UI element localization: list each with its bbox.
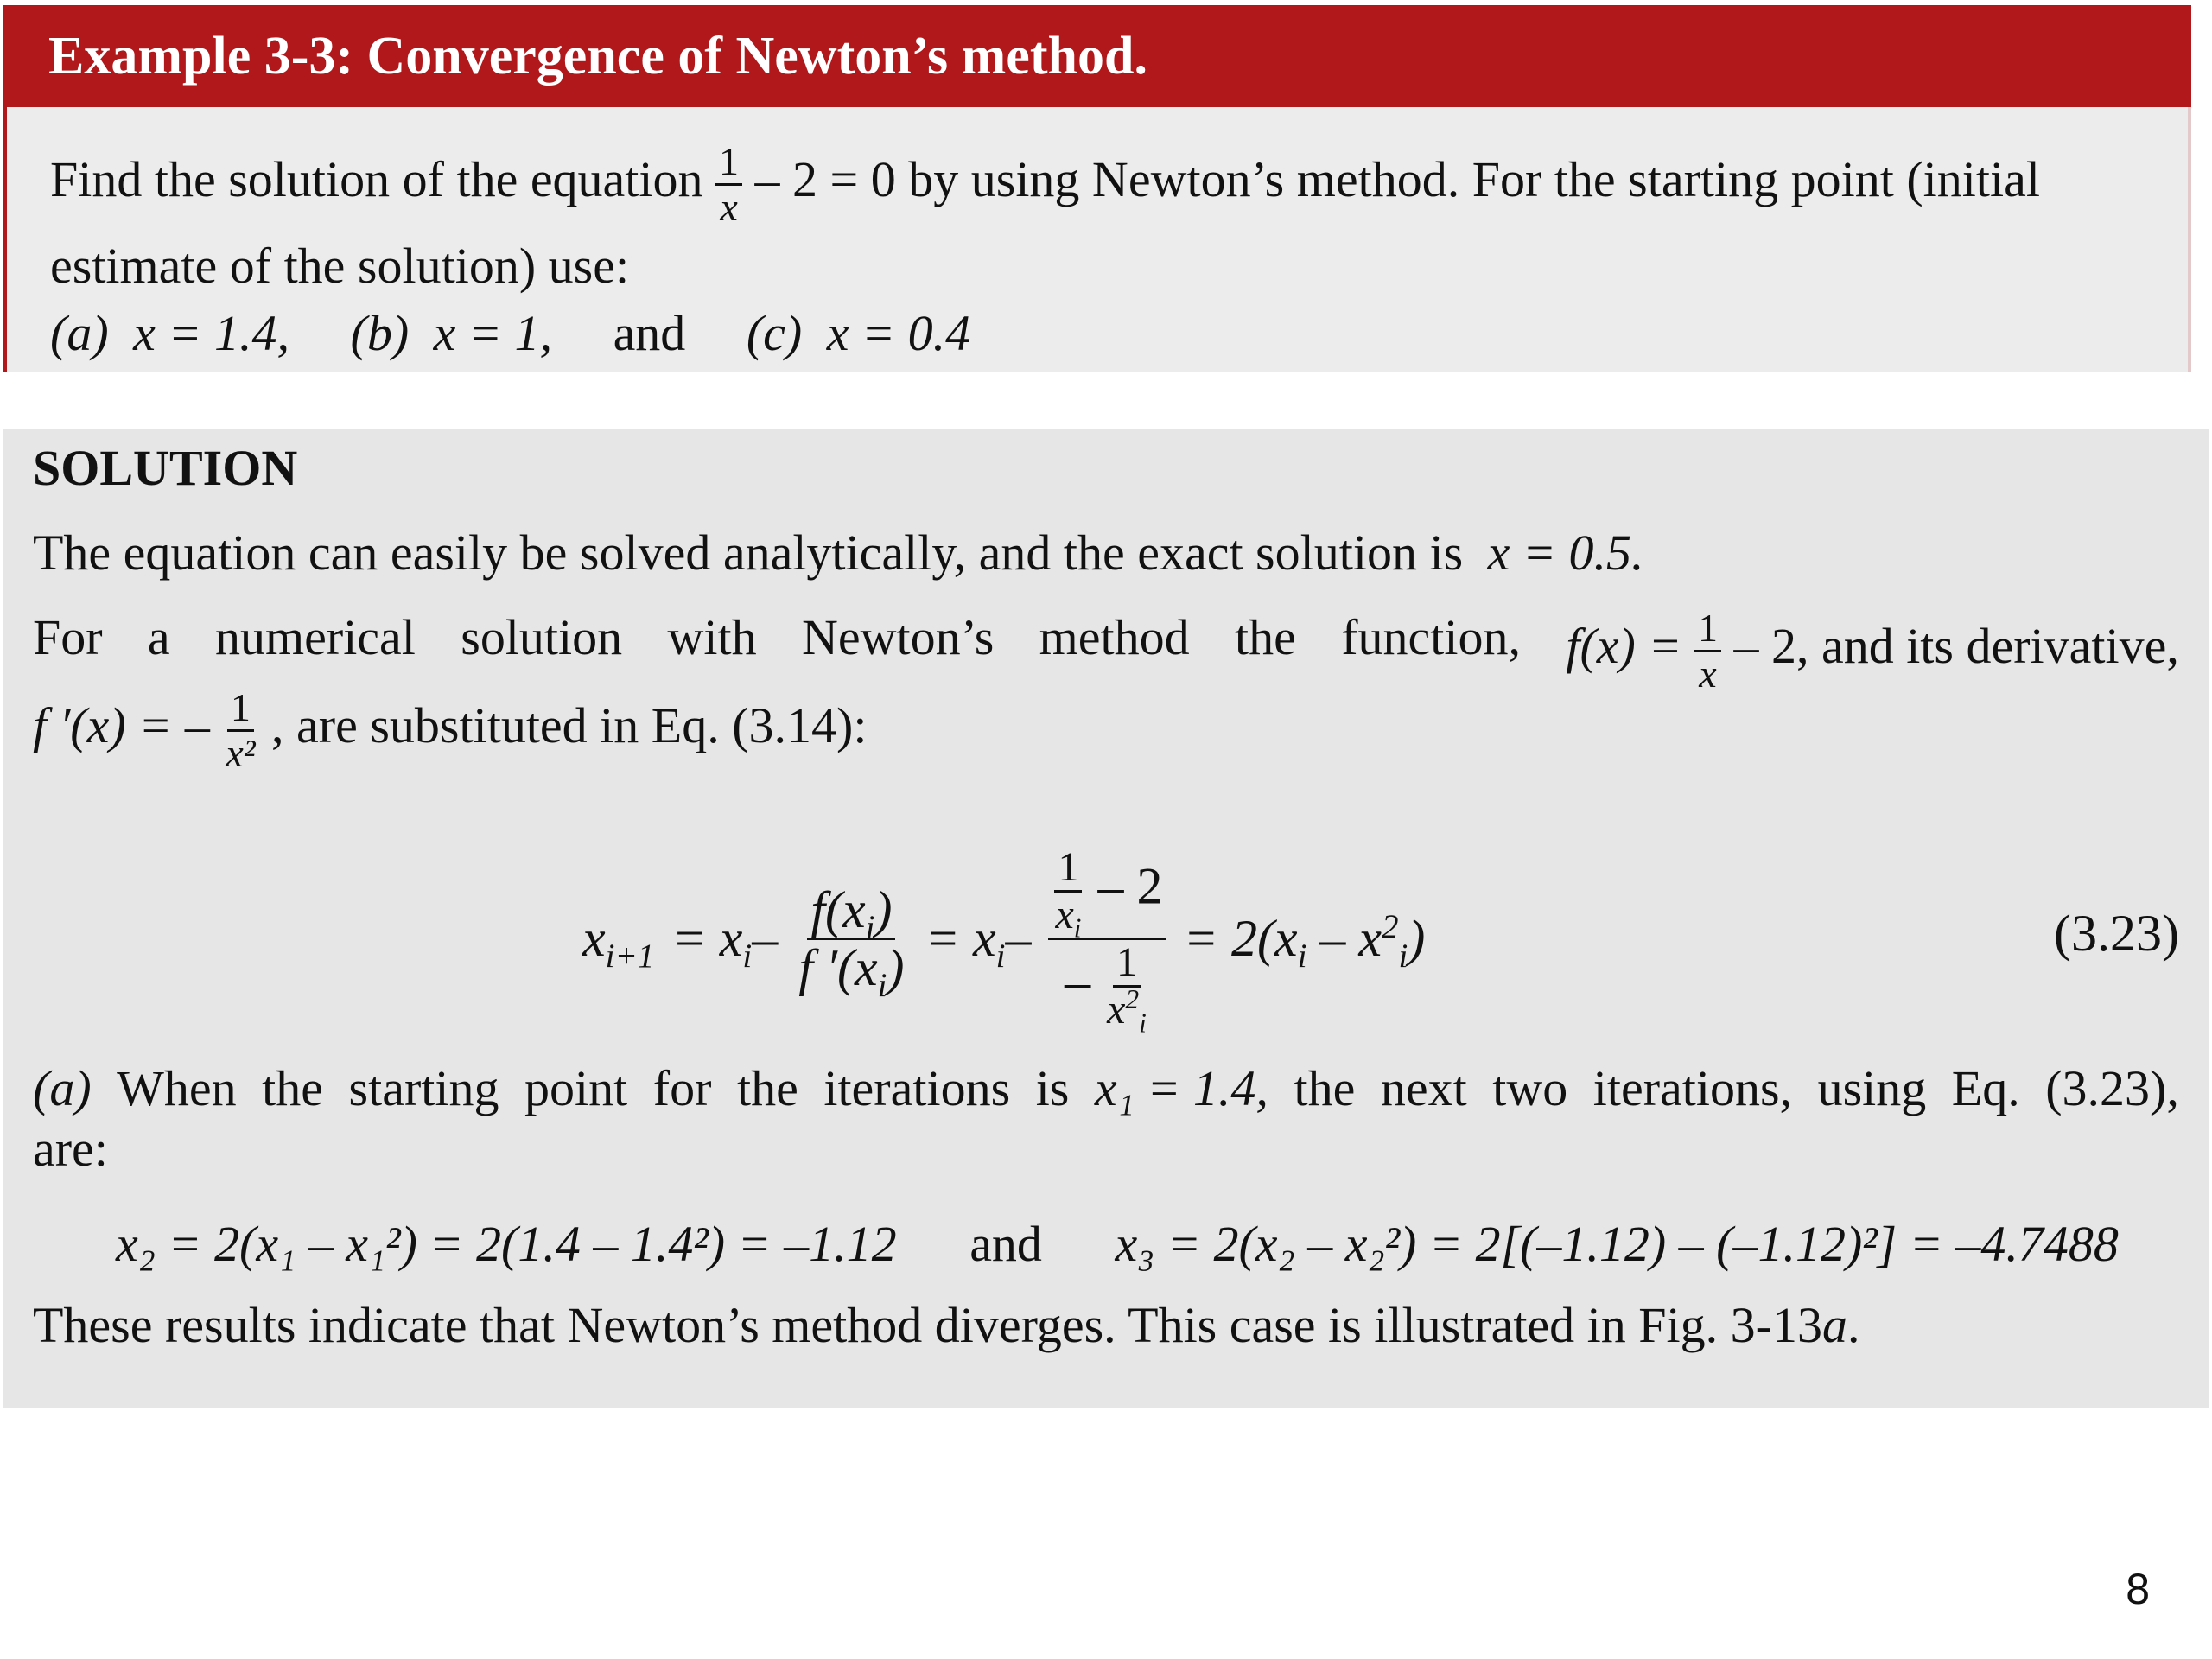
eq-den-num: 1 [1113, 942, 1141, 988]
fraction-denominator: x [720, 185, 738, 229]
iteration-calculations [116, 1215, 2119, 1273]
word: function, [1341, 609, 1521, 665]
eq-part: x [1107, 986, 1126, 1033]
option-and: and [613, 305, 686, 361]
option-a-value: x = 1.4, [133, 305, 290, 361]
word: (3.23), [2045, 1060, 2179, 1116]
equation-body [574, 826, 1433, 1051]
example-options [50, 304, 970, 362]
example-body [3, 107, 2191, 372]
eq-part: – x [1306, 909, 1382, 967]
eq-compound-num [1048, 843, 1166, 944]
fraction-numerator: 1 [227, 688, 254, 732]
word: two [1492, 1060, 1568, 1116]
function-fraction [1694, 608, 1721, 694]
word: a [147, 609, 170, 665]
word: for [652, 1060, 712, 1116]
eq-part: ) [887, 938, 905, 996]
eq-compound-fraction [1048, 843, 1166, 1039]
example-title: Example 3-3: Convergence of Newton’s method. [3, 5, 2191, 107]
conclusion [33, 1296, 1859, 1354]
eq-part: ) [874, 880, 893, 938]
eq-sub: i [1297, 937, 1307, 975]
eq-fraction-1-num [807, 880, 895, 946]
eq-compound-den [1061, 938, 1154, 1039]
function-expression [1566, 608, 2179, 694]
eq-term-2 [925, 909, 1032, 975]
word: the [736, 1060, 798, 1116]
eq-fraction-1 [795, 880, 907, 1004]
word: For [33, 609, 103, 665]
solution-line3-rest: , are substituted in Eq. (3.14): [271, 696, 868, 753]
word: point [524, 1060, 628, 1116]
word: using [1817, 1060, 1927, 1116]
eq-sub: i [1139, 1007, 1147, 1039]
eq-neg: – [1065, 951, 1091, 1009]
eq-minus: – [1005, 909, 1032, 967]
option-a-label: (a) [50, 305, 109, 361]
eq-part: = 2(x [1183, 909, 1298, 967]
solution-heading: SOLUTION [33, 440, 298, 496]
eq-sub: i [742, 937, 753, 975]
word: Newton’s [801, 609, 995, 665]
function-label: f(x) = [1566, 617, 1682, 674]
word: starting [348, 1060, 499, 1116]
derivative-label: f ′(x) = – [33, 696, 210, 753]
eq-rhs: = $2(x_i - x^2_i)$ [1183, 907, 1426, 975]
calc-and: and [969, 1216, 1042, 1272]
word: method [1039, 609, 1190, 665]
example-fraction [715, 139, 742, 229]
starting-point: x₁ = 1.4, [1094, 1060, 1268, 1116]
word: the [1234, 609, 1296, 665]
example-line-1 [50, 139, 2040, 229]
solution-line-2 [33, 608, 2179, 694]
word: the [262, 1060, 324, 1116]
example-line1-eq: – 2 = 0 [754, 150, 896, 207]
eq-minus: – [752, 909, 779, 967]
solution-line-1 [33, 524, 1644, 582]
example-line1-pre: Find the solution of the equation [50, 150, 703, 207]
option-b-value: x = 1, [433, 305, 553, 361]
word: with [667, 609, 757, 665]
eq-part: ) [1408, 909, 1426, 967]
eq-part: = x [925, 909, 996, 967]
part-a-label: (a) [33, 1060, 92, 1116]
part-a-continuation: are: [33, 1121, 108, 1177]
eq-lhs-var: x [582, 909, 606, 967]
eq-sub: i [865, 908, 875, 946]
eq-den-fraction [1103, 938, 1150, 1039]
word: next [1380, 1060, 1467, 1116]
eq-part: f(x [810, 880, 866, 938]
eq-inner-num: 1 [1054, 847, 1082, 893]
eq-fraction-1-den [795, 938, 907, 1004]
eq-sub: i [995, 937, 1006, 975]
word: iterations, [1592, 1060, 1793, 1116]
equation-number: (3.23) [2054, 905, 2179, 962]
solution-line1-text: The equation can easily be solved analytically, and the exact solution is [33, 524, 1464, 581]
eq-term-1 [671, 909, 779, 975]
eq-part: f ′(x [798, 938, 878, 996]
word: the [1294, 1060, 1356, 1116]
word: solution [461, 609, 623, 665]
solution-box [3, 429, 2209, 1408]
conclusion-text: These results indicate that Newton’s method diverges. This case is illustrated in Fig. 3-13 [33, 1297, 1822, 1353]
eq-part: x [1055, 891, 1074, 938]
equation-3-23 [3, 826, 2209, 1051]
eq-minus-two: – 2 [1097, 856, 1163, 914]
function-tail: – 2, and its derivative, [1733, 617, 2179, 674]
part-a-line [33, 1059, 2179, 1117]
conclusion-end: . [1847, 1297, 1860, 1353]
exact-solution: x = 0.5. [1487, 524, 1644, 581]
fraction-numerator: 1 [1694, 608, 1721, 652]
option-c-label: (c) [746, 305, 803, 361]
iteration-x3: x₃ = 2(x₂ – x₂²) = 2[(–1.12) – (–1.12)²] = –4.7488 [1115, 1216, 2119, 1272]
eq-inner-den [1052, 891, 1084, 944]
conclusion-fig: a [1821, 1297, 1847, 1353]
fraction-denominator: x² [226, 731, 256, 775]
solution-line-3 [33, 685, 868, 775]
example-line-2: estimate of the solution) use: [50, 238, 630, 294]
word: numerical [215, 609, 416, 665]
example-line1-post: by using Newton’s method. For the starting point (initial [908, 150, 2040, 207]
iteration-x2: x₂ = 2(x₁ – x₁²) = 2(1.4 – 1.4²) = –1.12 [116, 1216, 897, 1272]
derivative-fraction [222, 685, 258, 775]
page-number: 8 [2126, 1565, 2150, 1613]
fraction-denominator: x [1699, 652, 1717, 696]
word: iterations [823, 1060, 1011, 1116]
eq-lhs-sub: i+1 [605, 937, 655, 975]
eq-sub: i [1073, 912, 1082, 944]
eq-sub: i [1398, 937, 1408, 975]
eq-part: = x [671, 909, 743, 967]
eq-inner-fraction [1052, 843, 1084, 944]
eq-sub: i [877, 966, 887, 1004]
word: is [1035, 1060, 1070, 1116]
word: Eq. [1951, 1060, 2020, 1116]
word: When [117, 1060, 237, 1116]
eq-lhs [582, 909, 655, 975]
fraction-numerator: 1 [715, 142, 742, 186]
eq-den-den: $x^2_i$ [1107, 983, 1147, 1039]
option-b-label: (b) [350, 305, 410, 361]
option-c-value: x = 0.4 [826, 305, 971, 361]
